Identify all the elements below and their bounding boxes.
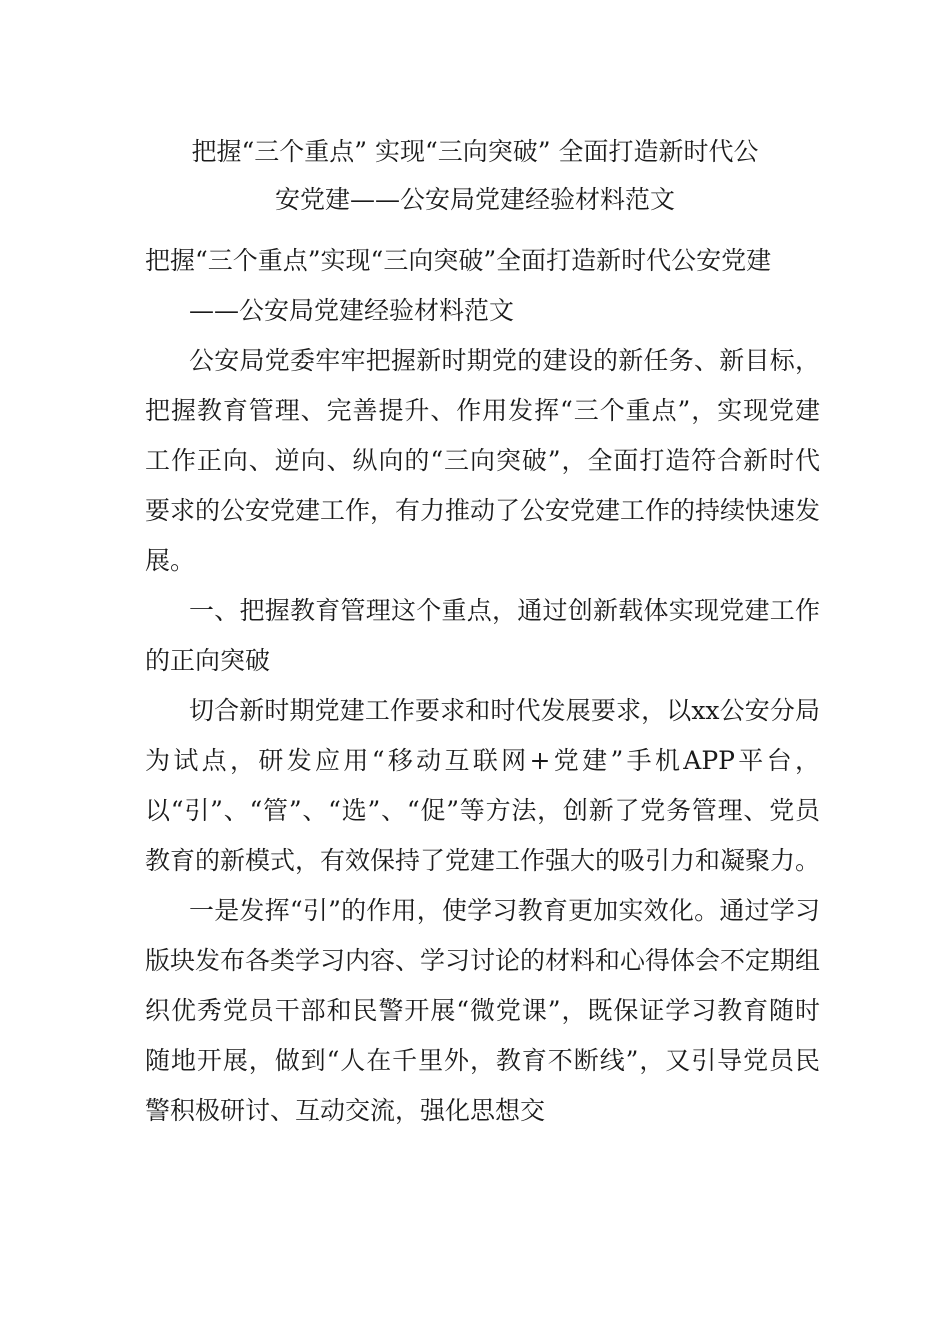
subtitle-source: ——公安局党建经验材料范文 bbox=[189, 296, 515, 325]
document-title-line-2: 安党建——公安局党建经验材料范文 bbox=[274, 185, 675, 214]
body-paragraph: 一是发挥“引”的作用，使学习教育更加实效化。通过学习版块发布各类学习内容、学习讨论的材料和心得体会不定期组织优秀党员干部和民警开展“微党课”，既保证学习教育随时随地开展，做到“人在千里外，教育不断线”，又引导党员民警积极研讨、互动交流，强化思想交 bbox=[145, 896, 821, 1125]
document-title-line-1: 把握“三个重点” 实现“三向突破” 全面打造新时代公 bbox=[191, 137, 759, 166]
document-body bbox=[145, 236, 820, 1136]
body-paragraph: 切合新时期党建工作要求和时代发展要求，以xx公安分局为试点，研发应用“移动互联网+党建”手机APP平台，以“引”、“管”、“选”、“促”等方法，创新了党务管理、党员教育的新模式，有效保持了党建工作强大的吸引力和凝聚力。 bbox=[145, 696, 821, 875]
body-paragraph: 公安局党委牢牢把握新时期党的建设的新任务、新目标，把握教育管理、完善提升、作用发挥“三个重点”，实现党建工作正向、逆向、纵向的“三向突破”，全面打造符合新时代要求的公安党建工作，有力推动了公安党建工作的持续快速发展。 bbox=[145, 346, 821, 575]
subtitle-heading: 把握“三个重点”实现“三向突破”全面打造新时代公安党建 bbox=[145, 246, 772, 275]
section-heading: 一、把握教育管理这个重点，通过创新载体实现党建工作的正向突破 bbox=[145, 596, 820, 675]
